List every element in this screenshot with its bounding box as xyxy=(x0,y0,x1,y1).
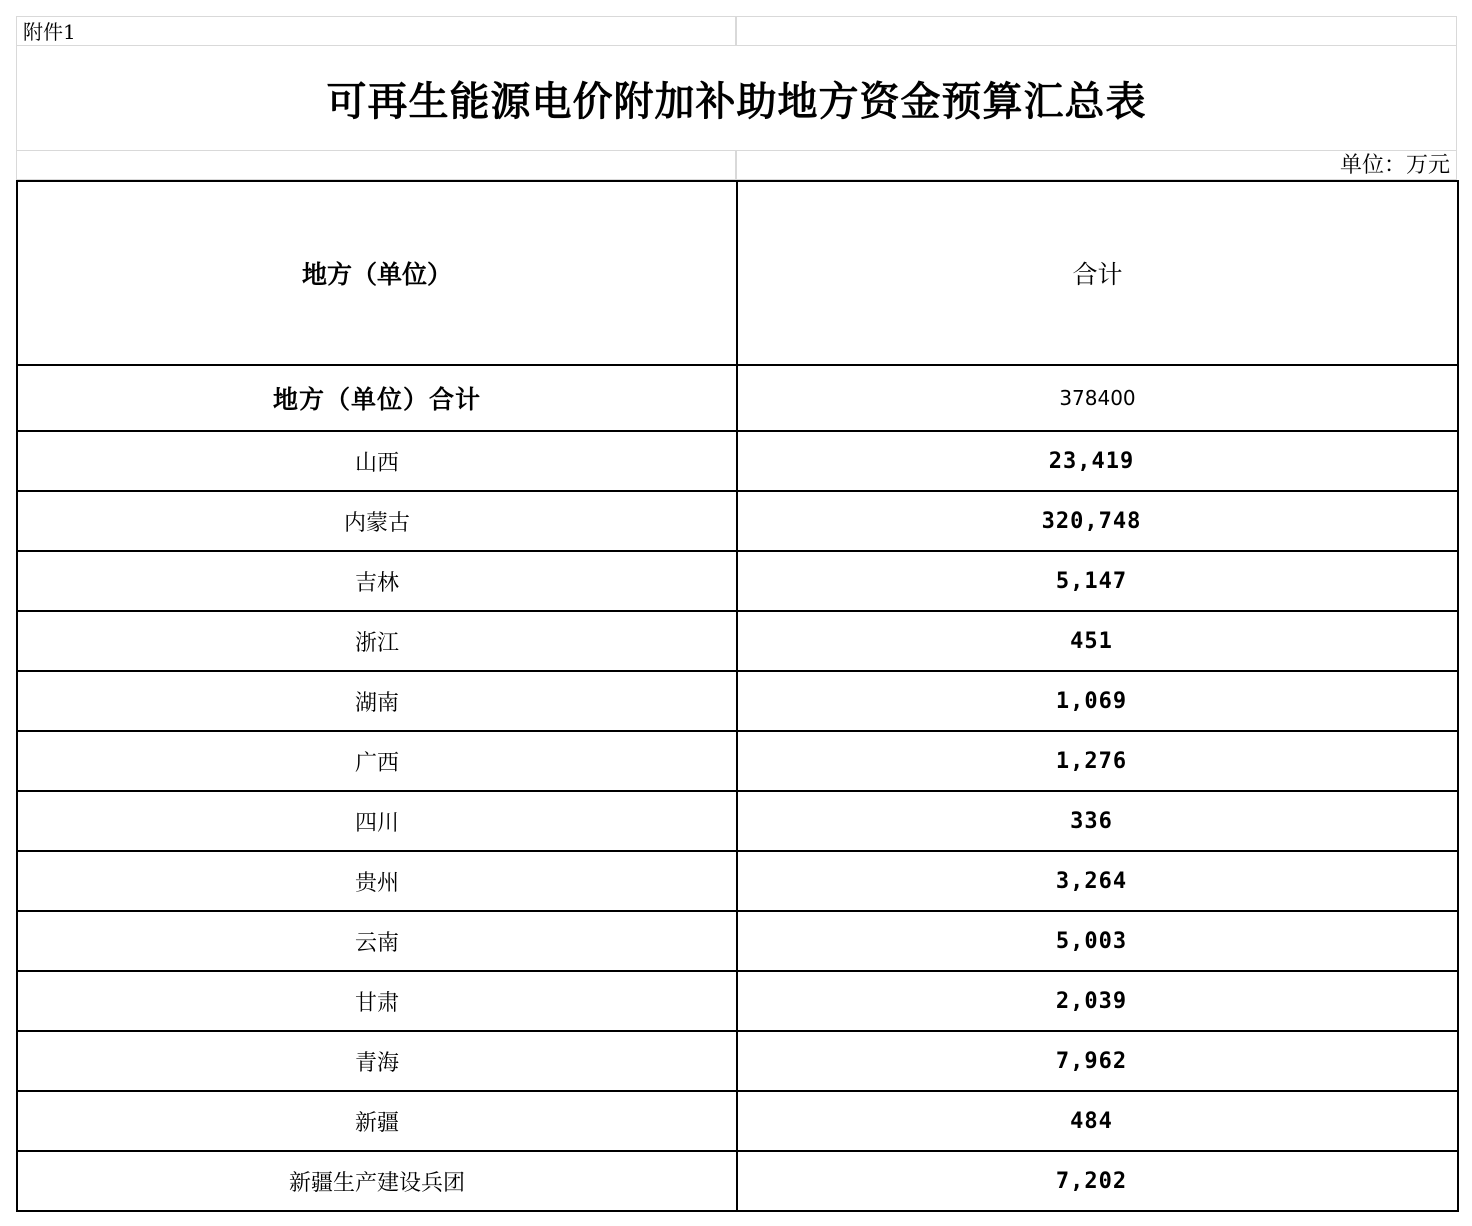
region-value-text: 451 xyxy=(1070,628,1113,654)
region-value[interactable] xyxy=(737,731,1458,791)
empty-cell[interactable] xyxy=(736,16,1457,46)
region-name[interactable]: 吉林 xyxy=(17,551,737,611)
region-value[interactable] xyxy=(737,671,1458,731)
table-row xyxy=(17,911,1458,971)
empty-cell[interactable] xyxy=(16,150,736,180)
region-value-text: 320,748 xyxy=(1041,508,1142,534)
header-total[interactable]: 合计 xyxy=(737,181,1458,365)
region-name[interactable]: 新疆生产建设兵团 xyxy=(17,1151,737,1211)
region-value-text: 484 xyxy=(1070,1108,1113,1134)
header-region[interactable]: 地方（单位） xyxy=(17,181,737,365)
region-name[interactable]: 青海 xyxy=(17,1031,737,1091)
region-value-text: 7,202 xyxy=(1055,1168,1128,1194)
region-value-text: 23,419 xyxy=(1048,448,1135,474)
table-row xyxy=(17,791,1458,851)
table-body xyxy=(17,431,1458,1211)
total-name[interactable]: 地方（单位）合计 xyxy=(17,365,737,431)
region-value-text: 2,039 xyxy=(1055,988,1128,1014)
region-value[interactable] xyxy=(737,611,1458,671)
region-value[interactable] xyxy=(737,1031,1458,1091)
header-row xyxy=(17,181,1458,365)
region-name[interactable]: 广西 xyxy=(17,731,737,791)
region-value[interactable] xyxy=(737,791,1458,851)
unit-label: 单位：万元 xyxy=(736,150,1457,180)
region-value[interactable] xyxy=(737,1151,1458,1211)
region-value[interactable] xyxy=(737,911,1458,971)
region-value-text: 5,003 xyxy=(1055,928,1128,954)
region-value-text: 1,069 xyxy=(1055,688,1128,714)
total-row xyxy=(17,365,1458,431)
total-value-text: 378400 xyxy=(1059,386,1136,410)
total-value[interactable] xyxy=(737,365,1458,431)
region-value[interactable] xyxy=(737,1091,1458,1151)
region-value[interactable] xyxy=(737,551,1458,611)
table-row xyxy=(17,671,1458,731)
table-row xyxy=(17,1031,1458,1091)
budget-table xyxy=(16,180,1459,1212)
region-name[interactable]: 云南 xyxy=(17,911,737,971)
region-value[interactable] xyxy=(737,851,1458,911)
attachment-label: 附件1 xyxy=(16,16,736,46)
region-name[interactable]: 贵州 xyxy=(17,851,737,911)
region-value-text: 7,962 xyxy=(1055,1048,1128,1074)
region-name[interactable]: 浙江 xyxy=(17,611,737,671)
table-row xyxy=(17,731,1458,791)
region-name[interactable]: 四川 xyxy=(17,791,737,851)
table-row xyxy=(17,1151,1458,1211)
table-row xyxy=(17,491,1458,551)
page-title: 可再生能源电价附加补助地方资金预算汇总表 xyxy=(326,77,1147,125)
table-row xyxy=(17,611,1458,671)
region-name[interactable]: 湖南 xyxy=(17,671,737,731)
region-name[interactable]: 甘肃 xyxy=(17,971,737,1031)
table-row xyxy=(17,851,1458,911)
region-name[interactable]: 新疆 xyxy=(17,1091,737,1151)
region-value[interactable] xyxy=(737,491,1458,551)
region-value-text: 3,264 xyxy=(1055,868,1128,894)
table-row xyxy=(17,1091,1458,1151)
region-value[interactable] xyxy=(737,431,1458,491)
title-cell[interactable] xyxy=(16,45,1457,151)
region-value-text: 5,147 xyxy=(1055,568,1128,594)
region-value-text: 1,276 xyxy=(1055,748,1128,774)
table-row xyxy=(17,431,1458,491)
region-name[interactable]: 内蒙古 xyxy=(17,491,737,551)
table-row xyxy=(17,551,1458,611)
table-row xyxy=(17,971,1458,1031)
region-name[interactable]: 山西 xyxy=(17,431,737,491)
region-value-text: 336 xyxy=(1070,808,1113,834)
region-value[interactable] xyxy=(737,971,1458,1031)
